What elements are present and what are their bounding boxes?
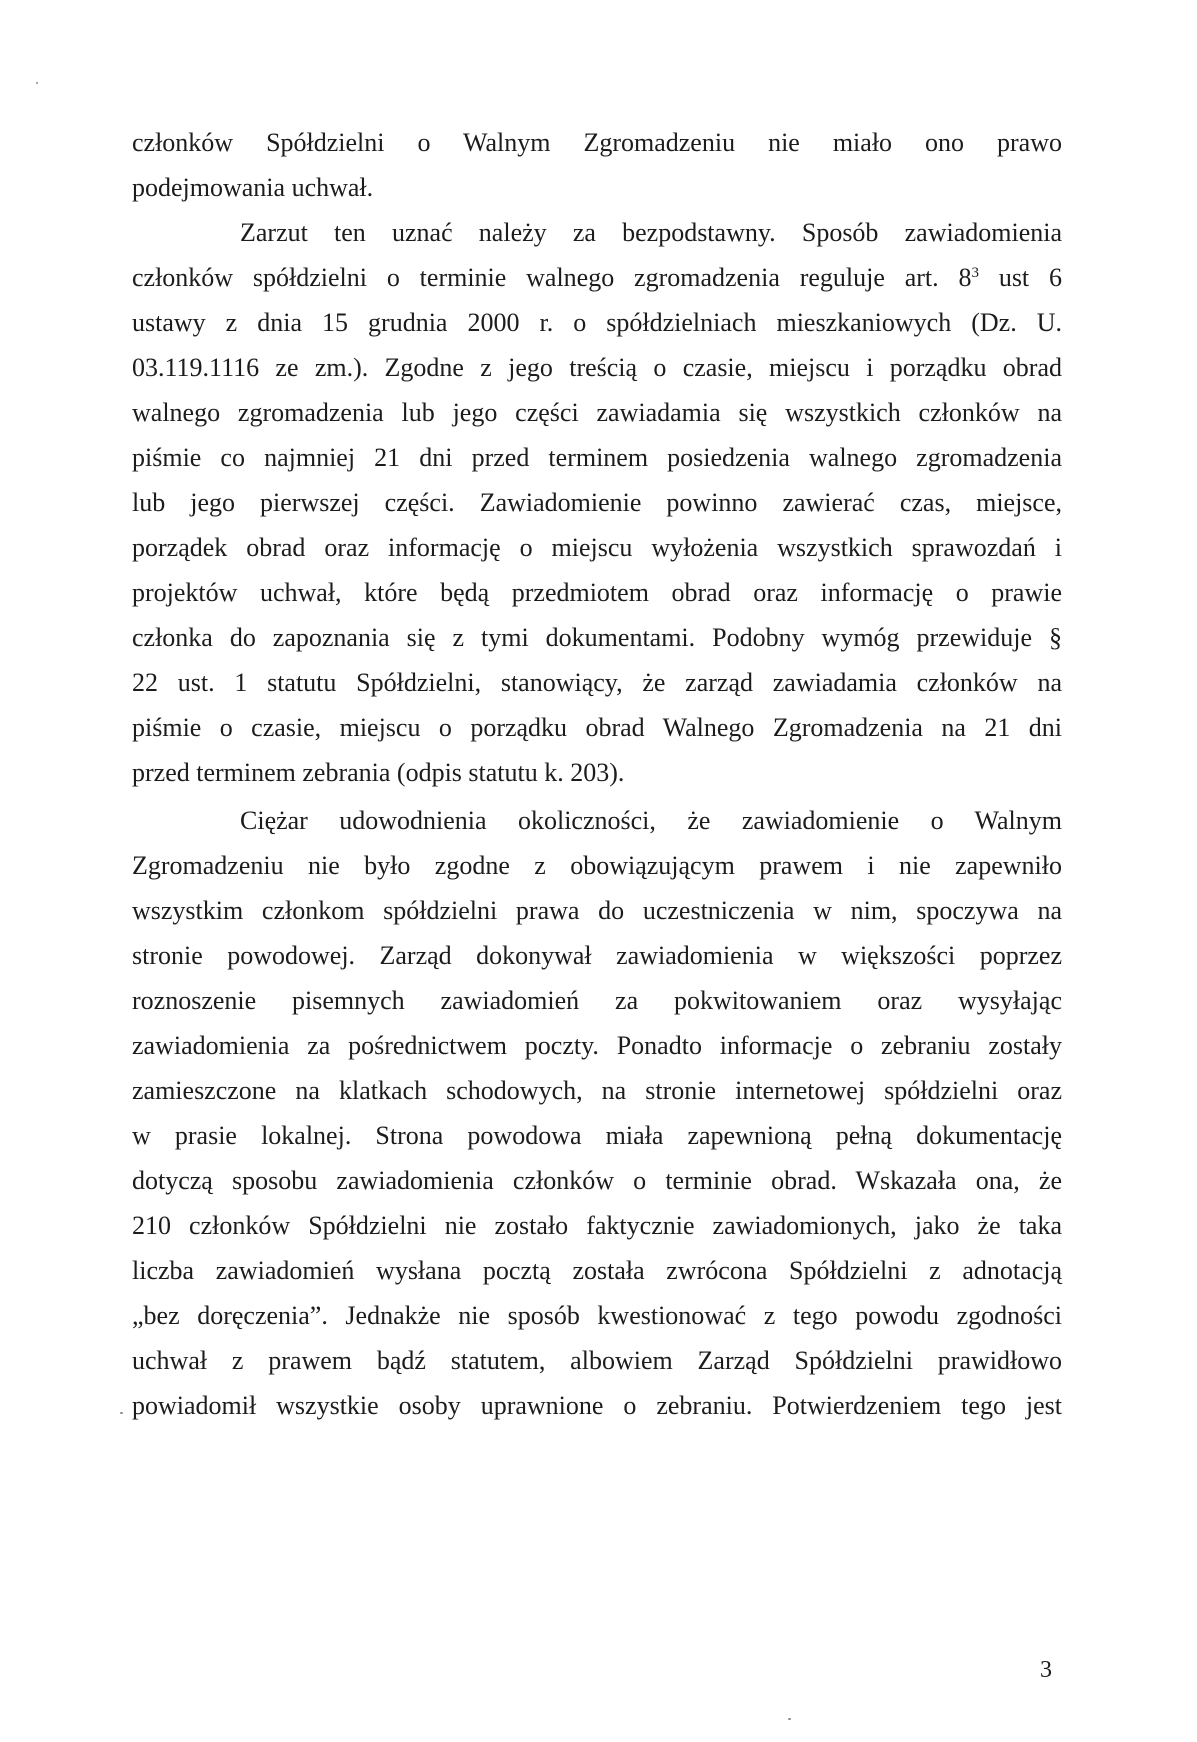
- text-line: powiadomił wszystkie osoby uprawnione o zebraniu. Potwierdzeniem tego jest: [132, 1391, 1062, 1420]
- paragraph-first-line: Ciężar udowodnienia okoliczności, że zawiadomienie o Walnym: [240, 806, 1062, 835]
- scan-speck: [36, 82, 38, 84]
- text-span: członków spółdzielni o terminie walnego zgromadzenia reguluje art. 8: [132, 263, 972, 292]
- paragraph-first-line: Zarzut ten uznać należy za bezpodstawny. Sposób zawiadomienia: [240, 218, 1062, 247]
- text-line-with-superscript: [132, 263, 1062, 293]
- scan-speck: [788, 1718, 791, 1720]
- text-line: liczba zawiadomień wysłana pocztą została zwrócona Spółdzielni z adnotacją: [132, 1256, 1062, 1285]
- text-line: projektów uchwał, które będą przedmiotem obrad oraz informację o prawie: [132, 578, 1062, 607]
- text-line: zamieszczone na klatkach schodowych, na stronie internetowej spółdzielni oraz: [132, 1076, 1062, 1105]
- text-line: ustawy z dnia 15 grudnia 2000 r. o spółdzielniach mieszkaniowych (Dz. U.: [132, 308, 1062, 337]
- text-line: 03.119.1116 ze zm.). Zgodne z jego treścią o czasie, miejscu i porządku obrad: [132, 353, 1062, 382]
- text-line: zawiadomienia za pośrednictwem poczty. Ponadto informacje o zebraniu zostały: [132, 1031, 1062, 1060]
- scan-speck: [120, 1412, 123, 1414]
- text-line: walnego zgromadzenia lub jego części zawiadamia się wszystkich członków na: [132, 398, 1062, 427]
- text-line: „bez doręczenia”. Jednakże nie sposób kwestionować z tego powodu zgodności: [132, 1301, 1062, 1330]
- text-line: w prasie lokalnej. Strona powodowa miała zapewnioną pełną dokumentację: [132, 1121, 1062, 1150]
- page-number: 3: [1040, 1657, 1052, 1683]
- text-line: piśmie co najmniej 21 dni przed terminem posiedzenia walnego zgromadzenia: [132, 443, 1062, 472]
- text-line: wszystkim członkom spółdzielni prawa do uczestniczenia w nim, spoczywa na: [132, 896, 1062, 925]
- text-line: członka do zapoznania się z tymi dokumentami. Podobny wymóg przewiduje §: [132, 623, 1062, 652]
- text-line: Zgromadzeniu nie było zgodne z obowiązującym prawem i nie zapewniło: [132, 851, 1062, 880]
- text-line: piśmie o czasie, miejscu o porządku obrad Walnego Zgromadzenia na 21 dni: [132, 713, 1062, 742]
- superscript: 3: [971, 265, 979, 281]
- text-line: przed terminem zebrania (odpis statutu k. 203).: [132, 758, 625, 787]
- text-line: 22 ust. 1 statutu Spółdzielni, stanowiący, że zarząd zawiadamia członków na: [132, 668, 1062, 697]
- text-line: dotyczą sposobu zawiadomienia członków o terminie obrad. Wskazała ona, że: [132, 1166, 1062, 1195]
- text-line: 210 członków Spółdzielni nie zostało faktycznie zawiadomionych, jako że taka: [132, 1211, 1062, 1240]
- text-line: stronie powodowej. Zarząd dokonywał zawiadomienia w większości poprzez: [132, 941, 1062, 970]
- text-line: lub jego pierwszej części. Zawiadomienie powinno zawierać czas, miejsce,: [132, 488, 1062, 517]
- text-line: roznoszenie pisemnych zawiadomień za pokwitowaniem oraz wysyłając: [132, 986, 1062, 1015]
- text-line: porządek obrad oraz informację o miejscu wyłożenia wszystkich sprawozdań i: [132, 533, 1062, 562]
- text-line: członków Spółdzielni o Walnym Zgromadzeniu nie miało ono prawo: [132, 128, 1062, 157]
- text-line: uchwał z prawem bądź statutem, albowiem Zarząd Spółdzielni prawidłowo: [132, 1346, 1062, 1375]
- text-line: podejmowania uchwał.: [132, 173, 374, 202]
- text-span: ust 6: [978, 263, 1062, 292]
